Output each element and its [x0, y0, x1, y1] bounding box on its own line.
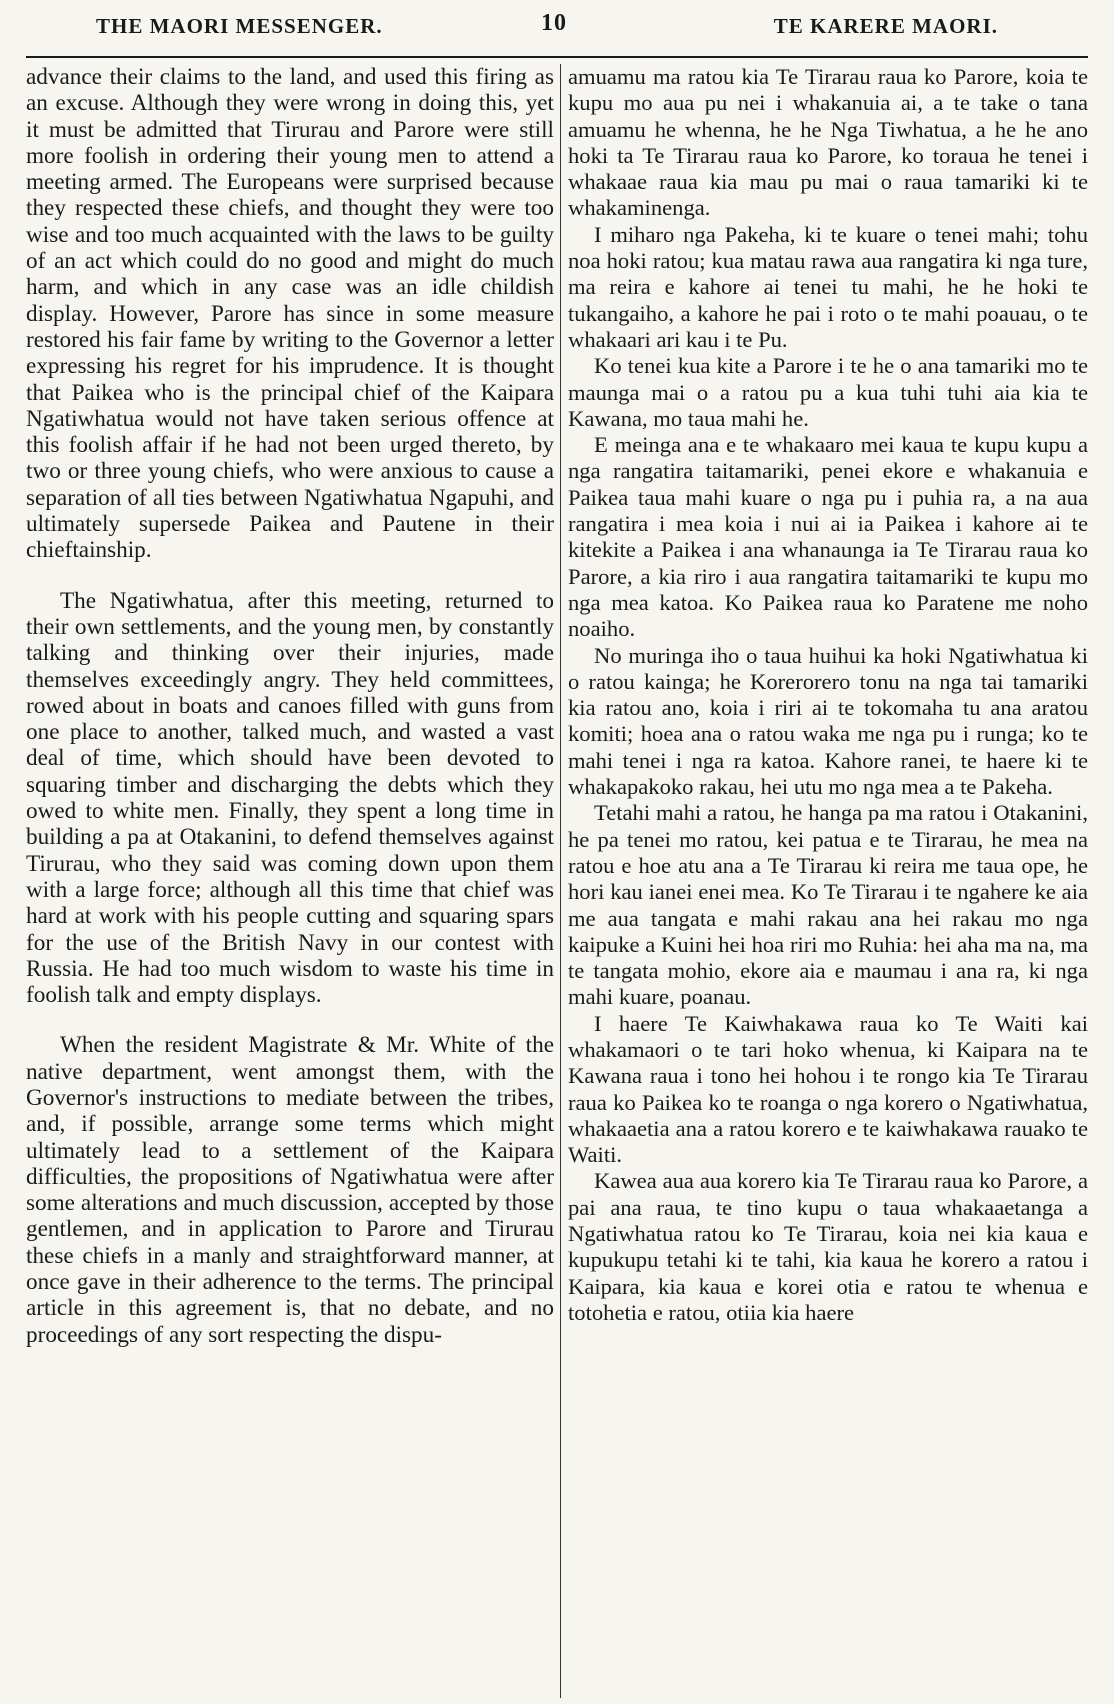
maori-paragraph-2: I miharo nga Pakeha, ki te kuare o tenei mahi; tohu noa hoki ratou; kua matau rawa aua rangatira ki nga ture, ma reira e kahore ai tenei tu mahi, he he hoki te tukangaiho, a kahore he pai i roto o te mahi poauau, o te whakaari ari kau i te Pu.	[568, 221, 1088, 352]
english-masthead: THE MAORI MESSENGER.	[96, 14, 383, 38]
maori-masthead: TE KARERE MAORI.	[773, 14, 998, 38]
maori-paragraph-1: amuamu ma ratou kia Te Tirarau raua ko Parore, koia te kupu mo aua pu nei i whakanuia ai, a te take o tana amuamu he whenna, he he Nga Tiwhatua, a he he ano hoki ta Te Tirarau raua ko Parore, ko toraua he tenei i whakaae raua kia mau pu mai o raua tamariki ki te whakaminenga.	[568, 64, 1088, 221]
page-number: 10	[541, 10, 567, 36]
maori-paragraph-3: Ko tenei kua kite a Parore i te he o ana tamariki mo te maunga mai o a ratou pu a kua tuhi tuhi aia kia te Kawana, mo taua mahi he.	[568, 353, 1088, 431]
english-paragraph-1: advance their claims to the land, and used this firing as an excuse. Although they were wrong in doing this, yet it must be admitted that Tirurau and Parore were still more foolish in ordering their young men to attend a meeting armed. The Europeans were surprised because they respected these chiefs, and thought they were too wise and too much acquainted with the laws to be guilty of an act which could do no good and might do much harm, and which in any case was an idle childish display. However, Parore has since in some measure restored his fair fame by writing to the Governor a letter expressing his regret for his imprudence. It is thought that Paikea who is the principal chief of the Kaipara Ngatiwhatua would not have taken serious offence at this foolish affair if he had not been urged thereto, by two or three young chiefs, who were anxious to cause a separation of all ties between Ngatiwhatua Ngapuhi, and ultimately supersede Paikea and Pautene in their chieftainship.	[26, 64, 554, 564]
page-header	[26, 6, 1088, 46]
english-paragraph-2: The Ngatiwhatua, after this meeting, returned to their own settlements, and the young men, by constantly talking and thinking over their injuries, made themselves exceedingly angry. They held committees, rowed about in boats and canoes filled with guns from one place to another, talked much, and wasted a vast deal of time, which should have been devoted to squaring timber and discharging the debts which they owed to white men. Finally, they spent a long time in building a pa at Otakanini, to defend themselves against Tirurau, who they said was coming down upon them with a large force; although all this time that chief was hard at work with his people cutting and squaring spars for the use of the British Navy in our contest with Russia. He had too much wisdom to waste his time in foolish talk and empty displays.	[26, 587, 554, 1009]
maori-column	[568, 64, 1088, 1698]
column-divider	[560, 64, 561, 1698]
maori-paragraph-8: Kawea aua aua korero kia Te Tirarau raua ko Parore, a pai ana raua, te tino kupu o taua whakaaetanga a Ngatiwhatua ratou ko Te Tirarau, koia nei kia kaua e kupukupu tetahi ki te tahi, kia kaua he korero a ratou i Kaipara, kia kaua e korei otia e ratou te whenua e totohetia e ratou, otiia kia haere	[568, 1168, 1088, 1325]
english-paragraph-3: When the resident Magistrate & Mr. White of the native department, went amongst them, with the Governor's instructions to mediate between the tribes, and, if possible, arrange some terms which might ultimately lead to a settlement of the Kaipara difficulties, the propositions of Ngatiwhatua were after some alterations and much discussion, accepted by those gentlemen, and in application to Parore and Tirurau these chiefs in a manly and straightforward manner, at once gave in their adherence to the terms. The principal article in this agreement is, that no debate, and no proceedings of any sort respecting the dispu-	[26, 1032, 554, 1348]
english-column	[26, 64, 554, 1698]
maori-paragraph-7: I haere Te Kaiwhakawa raua ko Te Waiti kai whakamaori o te tari hoko whenua, ki Kaipara na te Kawana raua i tono hei hohou i te rongo kia Te Tirarau raua ko Paikea ko te roanga o nga korero o Ngatiwhatua, whakaaetia ana a ratou korero e te kaiwhakawa rauako te Waiti.	[568, 1010, 1088, 1168]
text-columns	[26, 64, 1088, 1698]
maori-paragraph-5: No muringa iho o taua huihui ka hoki Ngatiwhatua ki o ratou kainga; he Korerorero tonu na nga tai tamariki kia ratou ano, koia i riri ai te tokomaha tu ana aratou komiti; hoea ana o ratou waka me nga pu i runga; ko te mahi tenei i nga ra katoa. Kahore ranei, te haere ki te whakapakoko rakau, hei utu mo nga mea a te Pakeha.	[568, 642, 1088, 800]
maori-paragraph-6: Tetahi mahi a ratou, he hanga pa ma ratou i Otakanini, he pa tenei mo ratou, kei patua e te Tirarau, he mea na ratou e hoe atu ana a Te Tirarau ki reira me taua ope, he hori kau ianei enei mea. Ko Te Tirarau i te ngahere ke aia me aua tangata e mahi rakau ana hei rakau mo nga kaipuke a Kuini hei hoa riri mo Ruhia: hei aha ma na, ma te tangata mohio, ekore aia e maumau i ana ra, ki nga mahi kuare, poanau.	[568, 800, 1088, 1010]
maori-paragraph-4: E meinga ana e te whakaaro mei kaua te kupu kupu a nga rangatira taitamariki, penei ekore e whakanuia e Paikea taua mahi kuare o nga pu i puhia ra, a na aua rangatira i mea koia i nui ai ia Paikea i kahore ai te kitekite a Paikea i ana whanaunga ia Te Tirarau raua ko Parore, a kia riro i aua rangatira taitamariki te kupu mo nga mea katoa. Ko Paikea raua ko Paratene me noho noaiho.	[568, 432, 1088, 642]
header-rule	[26, 56, 1088, 58]
